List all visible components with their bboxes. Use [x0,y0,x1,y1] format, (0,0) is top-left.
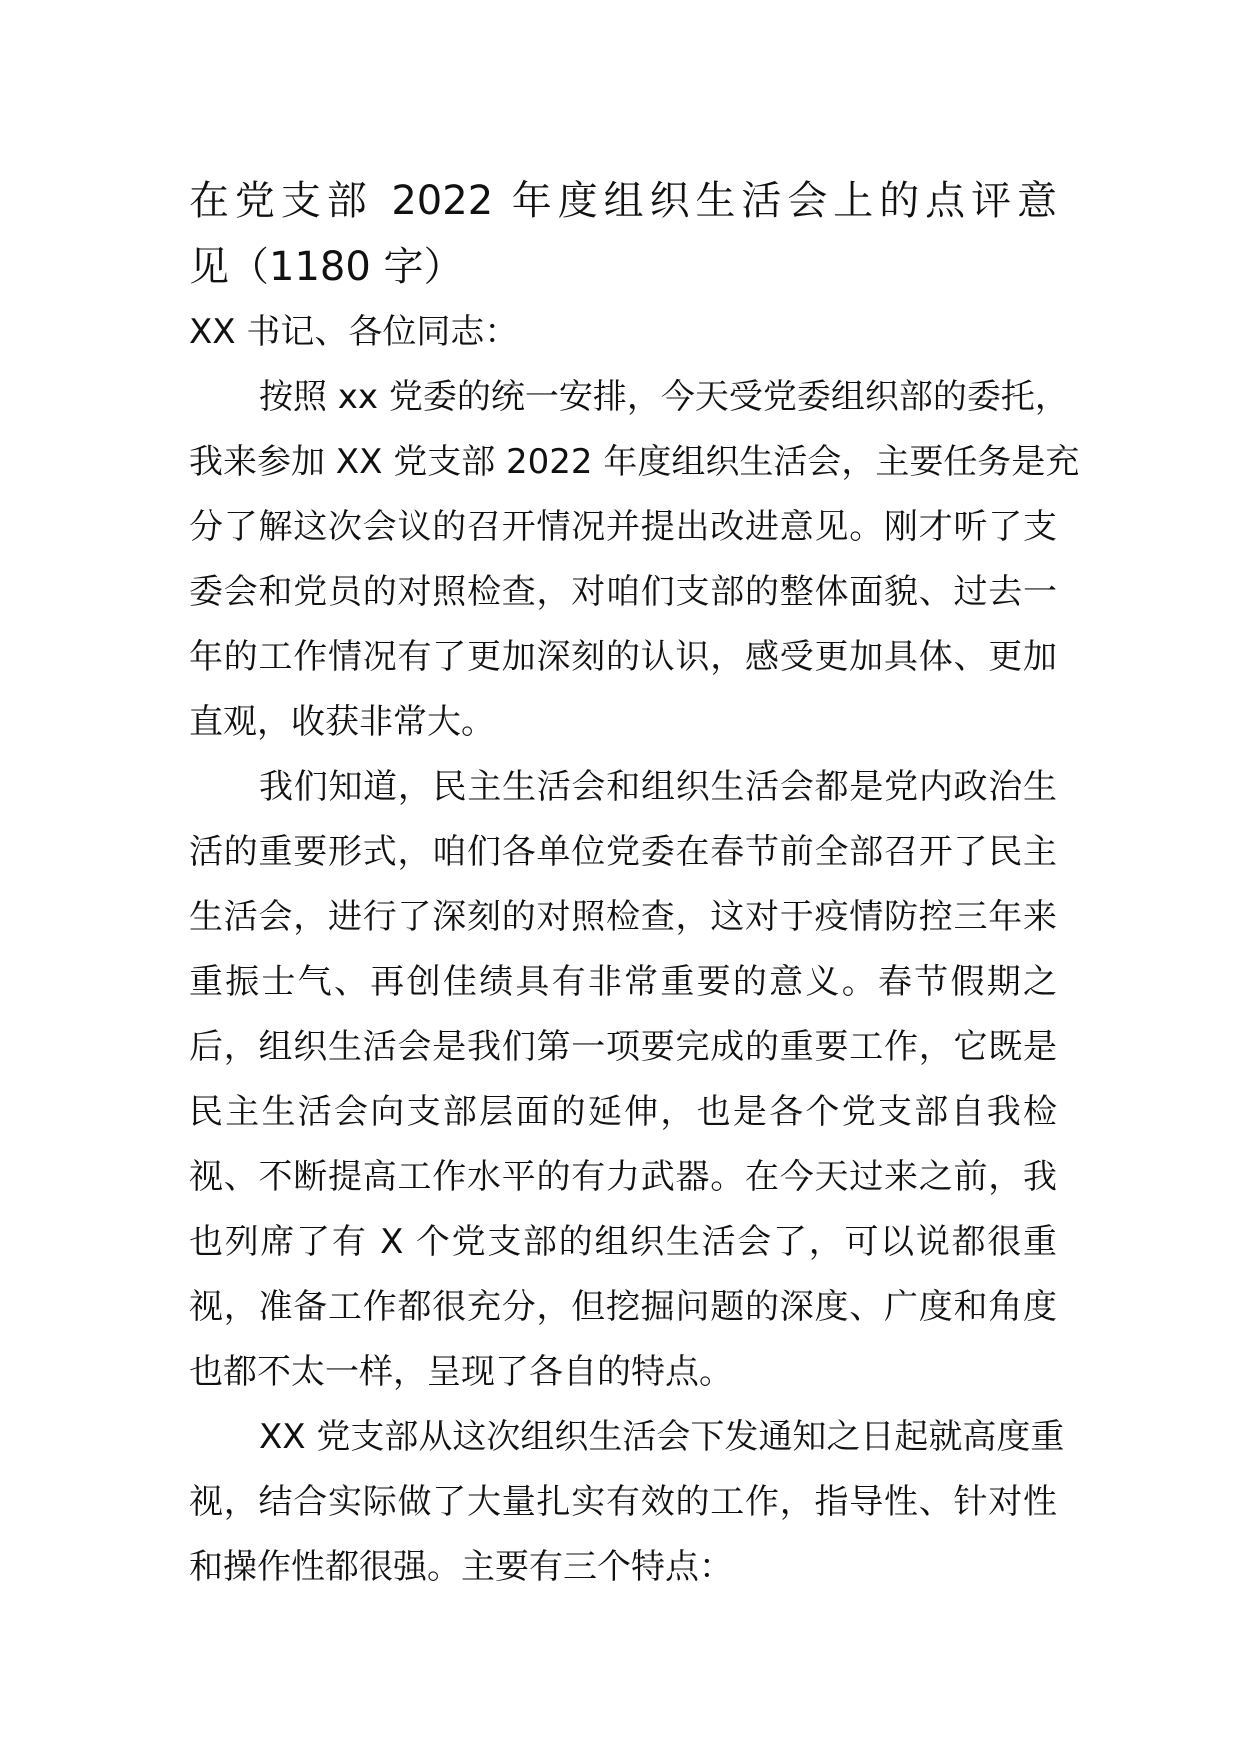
paragraph-line: 生活会，进行了深刻的对照检查，这对于疫情防控三年来 [189,897,1057,937]
paragraph-line: 视，准备工作都很充分，但挖掘问题的深度、广度和角度 [189,1287,1057,1327]
paragraph-line: 直观，收获非常大。 [189,702,495,742]
paragraph-line: 也都不太一样，呈现了各自的特点。 [189,1352,733,1392]
paragraph-line: 民主生活会向支部层面的延伸，也是各个党支部自我检 [189,1092,1057,1132]
paragraph-line: 分了解这次会议的召开情况并提出改进意见。刚才听了支 [189,507,1057,547]
paragraph-line: 年的工作情况有了更加深刻的认识，感受更加具体、更加 [189,637,1057,677]
paragraph-line: 和操作性都很强。主要有三个特点： [189,1547,733,1587]
paragraph-line: 我们知道，民主生活会和组织生活会都是党内政治生 [259,767,1057,807]
paragraph-line: 也列席了有 X 个党支部的组织生活会了，可以说都很重 [189,1222,1057,1262]
document-title [189,168,1057,300]
paragraph [189,1405,1065,1600]
paragraph-line: 后，组织生活会是我们第一项要完成的重要工作，它既是 [189,1027,1057,1067]
paragraph-line: 视、不断提高工作水平的有力武器。在今天过来之前，我 [189,1157,1057,1197]
greeting: XX 书记、各位同志： [189,312,519,352]
paragraph-line: 委会和党员的对照检查，对咱们支部的整体面貌、过去一 [189,572,1057,612]
paragraph-line: 视，结合实际做了大量扎实有效的工作，指导性、针对性 [189,1482,1057,1522]
paragraphs [189,365,1080,1600]
paragraph-line: 我来参加 XX 党支部 2022 年度组织生活会，主要任务是充 [189,442,1080,482]
paragraph [189,755,1057,1405]
paragraph-line: 重振士气、再创佳绩具有非常重要的意义。春节假期之 [189,962,1057,1002]
title-line: 见（1180 字） [189,244,464,290]
paragraph-line: 按照 xx 党委的统一安排，今天受党委组织部的委托， [259,377,1069,417]
document-body [189,168,1080,1600]
title-line: 在党支部 2022 年度组织生活会上的点评意 [189,178,1057,224]
paragraph-line: 活的重要形式，咱们各单位党委在春节前全部召开了民主 [189,832,1057,872]
paragraph [189,365,1080,755]
paragraph-line: XX 党支部从这次组织生活会下发通知之日起就高度重 [259,1417,1065,1457]
